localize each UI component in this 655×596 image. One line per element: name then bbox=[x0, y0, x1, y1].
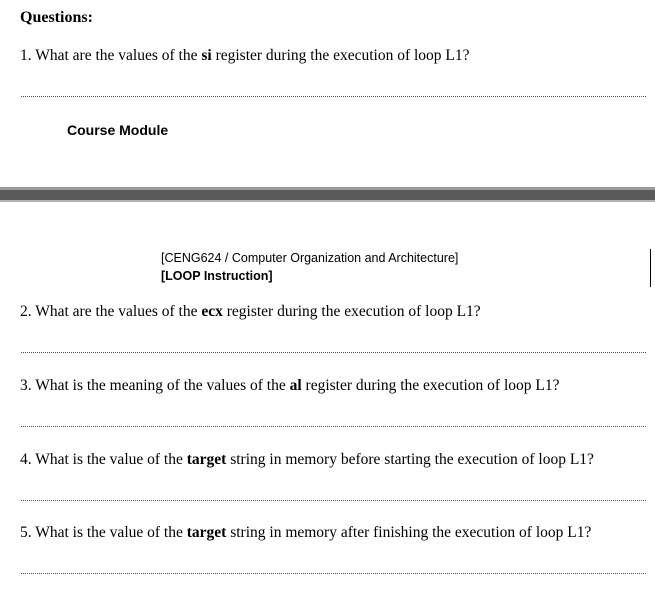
page-break-bar bbox=[0, 190, 655, 200]
question-3 bbox=[20, 377, 560, 395]
answer-line-3[interactable] bbox=[21, 426, 646, 427]
question-1-text-start: 1. What are the values of the bbox=[20, 47, 202, 64]
question-2 bbox=[20, 303, 481, 321]
answer-line-4[interactable] bbox=[21, 500, 646, 501]
topic-header: [LOOP Instruction] bbox=[161, 269, 273, 283]
question-5-text-end: string in memory after finishing the execution of loop L1? bbox=[226, 524, 592, 541]
question-5-target: target bbox=[186, 524, 227, 541]
answer-line-5[interactable] bbox=[21, 573, 646, 574]
course-module-footer: Course Module bbox=[67, 122, 169, 138]
questions-heading: Questions: bbox=[20, 9, 93, 26]
answer-line-2[interactable] bbox=[21, 352, 646, 353]
question-4-text-end: string in memory before starting the execution of loop L1? bbox=[226, 451, 594, 468]
question-4-target: target bbox=[186, 451, 227, 468]
header-rule bbox=[650, 249, 651, 287]
question-2-register: ecx bbox=[201, 303, 223, 320]
question-4-text-start: 4. What is the value of the bbox=[20, 451, 187, 468]
question-2-text-start: 2. What are the values of the bbox=[20, 303, 202, 320]
question-1-register: si bbox=[201, 47, 212, 64]
question-4 bbox=[20, 451, 594, 469]
course-code-header: [CENG624 / Computer Organization and Architecture] bbox=[161, 251, 459, 265]
page-break-bar-bottom bbox=[0, 200, 655, 202]
question-3-text-end: register during the execution of loop L1? bbox=[301, 377, 560, 394]
answer-line-1[interactable] bbox=[21, 96, 646, 97]
question-1 bbox=[20, 47, 470, 65]
question-5 bbox=[20, 524, 591, 542]
question-3-text-start: 3. What is the meaning of the values of the bbox=[20, 377, 290, 394]
question-2-text-end: register during the execution of loop L1? bbox=[222, 303, 481, 320]
question-3-register: al bbox=[289, 377, 302, 394]
question-5-text-start: 5. What is the value of the bbox=[20, 524, 187, 541]
question-1-text-end: register during the execution of loop L1? bbox=[211, 47, 470, 64]
